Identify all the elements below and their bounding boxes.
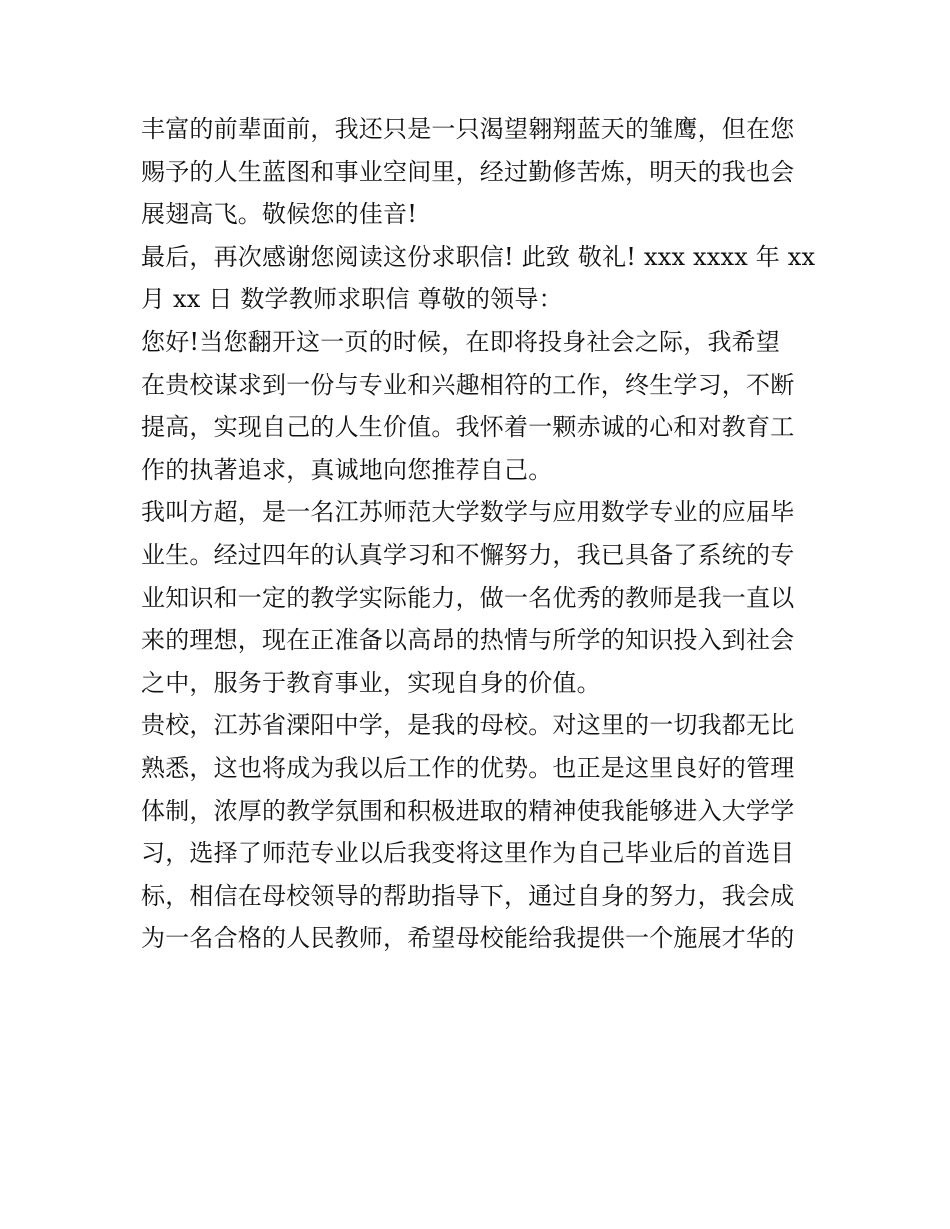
text-line: 最后，再次感谢您阅读这份求职信! 此致 敬礼! xxx xxxx 年 xx <box>141 242 816 271</box>
text-line: 丰富的前辈面前，我还只是一只渴望翱翔蓝天的雏鹰，但在您 <box>141 115 795 143</box>
text-line: 我叫方超，是一名江苏师范大学数学与应用数学专业的应届毕 <box>141 498 795 527</box>
text-line: 贵校，江苏省溧阳中学，是我的母校。对这里的一切我都无比 <box>141 711 795 740</box>
text-line: 展翅高飞。敬候您的佳音! <box>141 200 418 229</box>
text-line: 熟悉，这也将成为我以后工作的优势。也正是这里良好的管理 <box>141 753 795 782</box>
text-line: 体制，浓厚的教学氛围和积极进取的精神使我能够进入大学学 <box>141 796 795 825</box>
text-line: 提高，实现自己的人生价值。我怀着一颗赤诚的心和对教育工 <box>141 413 795 442</box>
text-line: 在贵校谋求到一份与专业和兴趣相符的工作，终生学习，不断 <box>141 370 795 399</box>
text-line: 标，相信在母校领导的帮助指导下，通过自身的努力，我会成 <box>141 881 795 910</box>
text-line: 业知识和一定的教学实际能力，做一名优秀的教师是我一直以 <box>141 583 795 612</box>
text-line: 月 xx 日 数学教师求职信 尊敬的领导： <box>141 285 563 314</box>
text-line: 之中，服务于教育事业，实现自身的价值。 <box>141 668 601 697</box>
text-line: 为一名合格的人民教师，希望母校能给我提供一个施展才华的 <box>141 924 795 953</box>
text-line: 赐予的人生蓝图和事业空间里，经过勤修苦炼，明天的我也会 <box>141 157 795 186</box>
text-line: 来的理想，现在正准备以高昂的热情与所学的知识投入到社会 <box>141 626 795 655</box>
text-line: 习，选择了师范专业以后我变将这里作为自己毕业后的首选目 <box>141 839 795 868</box>
text-line: 您好!当您翻开这一页的时候，在即将投身社会之际，我希望 <box>141 327 781 356</box>
letter-body <box>141 108 821 960</box>
text-line: 业生。经过四年的认真学习和不懈努力，我已具备了系统的专 <box>141 540 795 569</box>
text-line: 作的执著追求，真诚地向您推荐自己。 <box>141 455 553 484</box>
